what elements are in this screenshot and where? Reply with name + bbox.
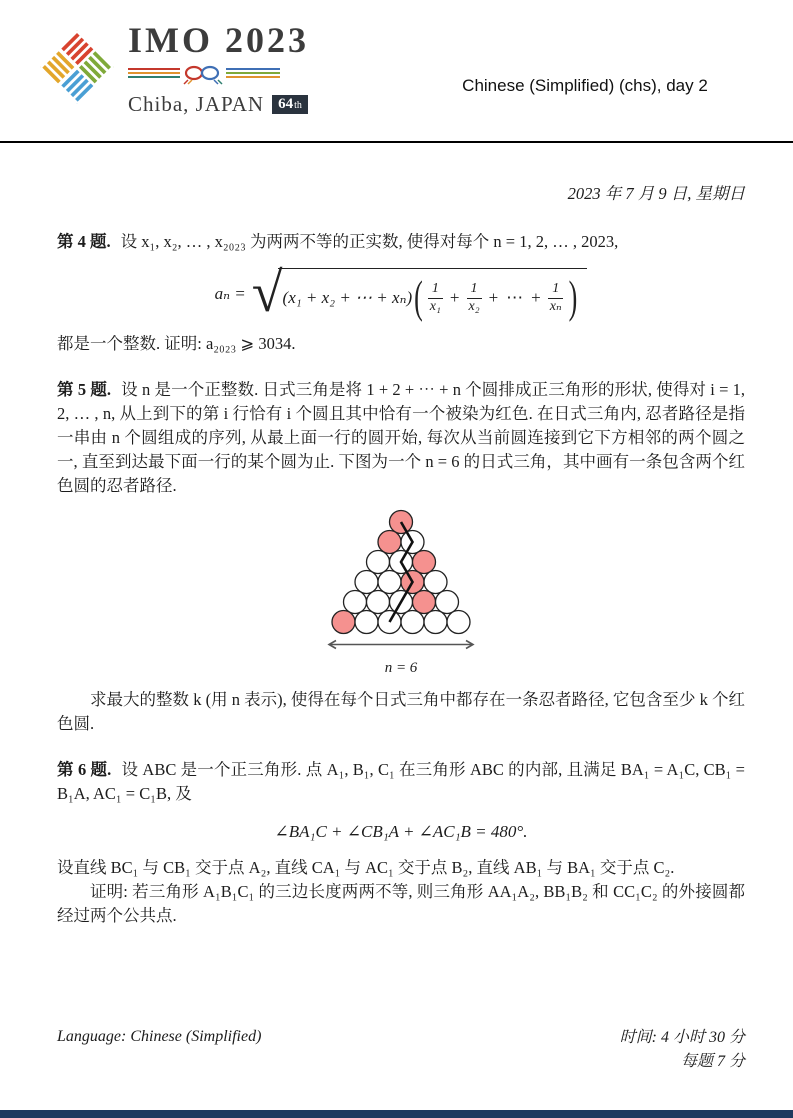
footer-language: Language: Chinese (Simplified) [57, 1028, 262, 1045]
problem5-question: 求最大的整数 k (用 n 表示), 使得在每个日式三角中都存在一条忍者路径, 它包含至少 k 个红色圆. [57, 690, 745, 733]
sum-factor: (x₁ + x₂ + ⋯ + xₙ) [282, 288, 413, 307]
radical-icon: √ [251, 262, 283, 324]
fraction-1: $\frac{1}{\text{x₁}}$ [429, 281, 441, 314]
problem6-outro: 证明: 若三角形 A₁B₁C₁ 的三边长度两两不等, 则三角形 AA₁A₂, BB₁B₂ 和 CC₁C₂ 的外接圆都经过两个公共点. [57, 882, 745, 925]
japanese-triangle-figure [57, 508, 745, 680]
problem4-label: 第 4 题. [57, 232, 111, 251]
problem6-intro: 设 ABC 是一个正三角形. 点 A₁, B₁, C₁ 在三角形 ABC 的内部, 且满足 BA₁ = A₁C, CB₁ = B₁A, AC₁ = C₁B, 及 [57, 760, 745, 803]
problem5-paragraph [57, 378, 745, 498]
bottom-color-bar [0, 1110, 793, 1118]
problem4-display-formula [57, 262, 745, 324]
problem5-label: 第 5 题. [57, 380, 112, 399]
date-line: 2023 年 7 月 9 日, 星期日 [567, 184, 745, 203]
formula-lhs: aₙ = [214, 284, 246, 303]
fraction-2: $\frac{1}{\text{x₂}}$ [468, 281, 480, 314]
cdots: ⋯ [506, 288, 524, 307]
problem4-intro-paragraph [57, 230, 745, 254]
logo-ribbon-icon [128, 61, 280, 90]
problem6-display-formula: ∠BA₁C + ∠CB₁A + ∠AC₁B = 480°. [274, 822, 528, 841]
open-paren: ( [414, 271, 423, 323]
problem4-outro: 都是一个整数. 证明: a₂₀₂₃ ⩾ 3034. [57, 334, 296, 353]
close-paren: ) [568, 271, 578, 323]
footer-time: 时间: 4 小时 30 分 [619, 1029, 745, 1046]
plus-operator: + [488, 288, 499, 307]
logo-location: Chiba, JAPAN [128, 92, 265, 116]
document-body [57, 182, 745, 928]
footer-exam-info [620, 1026, 745, 1074]
japanese-triangle-svg [324, 508, 478, 654]
problem6-label: 第 6 题. [57, 760, 112, 779]
document-language-label: Chinese (Simplified) (chs), day 2 [462, 76, 708, 95]
problem4-intro: 设 x₁, x₂, … , x₂₀₂₃ 为两两不等的正实数, 使得对每个 n = 1, 2, … , 2023, [120, 232, 619, 251]
imo-logo [40, 22, 309, 117]
square-root [251, 262, 588, 324]
edition-badge: 64 th [272, 95, 308, 115]
plus-operator: + [449, 288, 460, 307]
figure-label: n = 6 [384, 660, 418, 676]
header-rule [0, 141, 793, 143]
logo-title: IMO 2023 [128, 20, 309, 60]
problem5-body: 设 n 是一个正整数. 日式三角是将 1 + 2 + ⋯ + n 个圆排成正三角形的形状, 使得对 i = 1, 2, … , n, 从上到下的第 i 行恰有 i 个圆且其中恰有一个被染为红色. 在日式三角内, 忍者路径是指一串由 n 个圆组成的序列, 从最上面一行的圆开始, 每次从当前圆连接到它下方相邻的两个圆之一, 直至到达最下面一行的某个圆为止. 下图为一个 n = 6 的日式三角，其中画有一条包含两个红色圆的忍者路径. [57, 380, 746, 495]
plus-operator: + [531, 288, 541, 307]
problem6-mid: 设直线 BC₁ 与 CB₁ 交于点 A₂, 直线 CA₁ 与 AC₁ 交于点 B₂, 直线 AB₁ 与 BA₁ 交于点 C₂. [57, 858, 675, 877]
problem6-paragraph [57, 758, 745, 806]
logo-diamond-icon [40, 30, 114, 109]
fraction-3: $\frac{1}{\text{xₙ}}$ [549, 281, 562, 314]
footer-per-problem: 每题 7 分 [680, 1053, 745, 1070]
